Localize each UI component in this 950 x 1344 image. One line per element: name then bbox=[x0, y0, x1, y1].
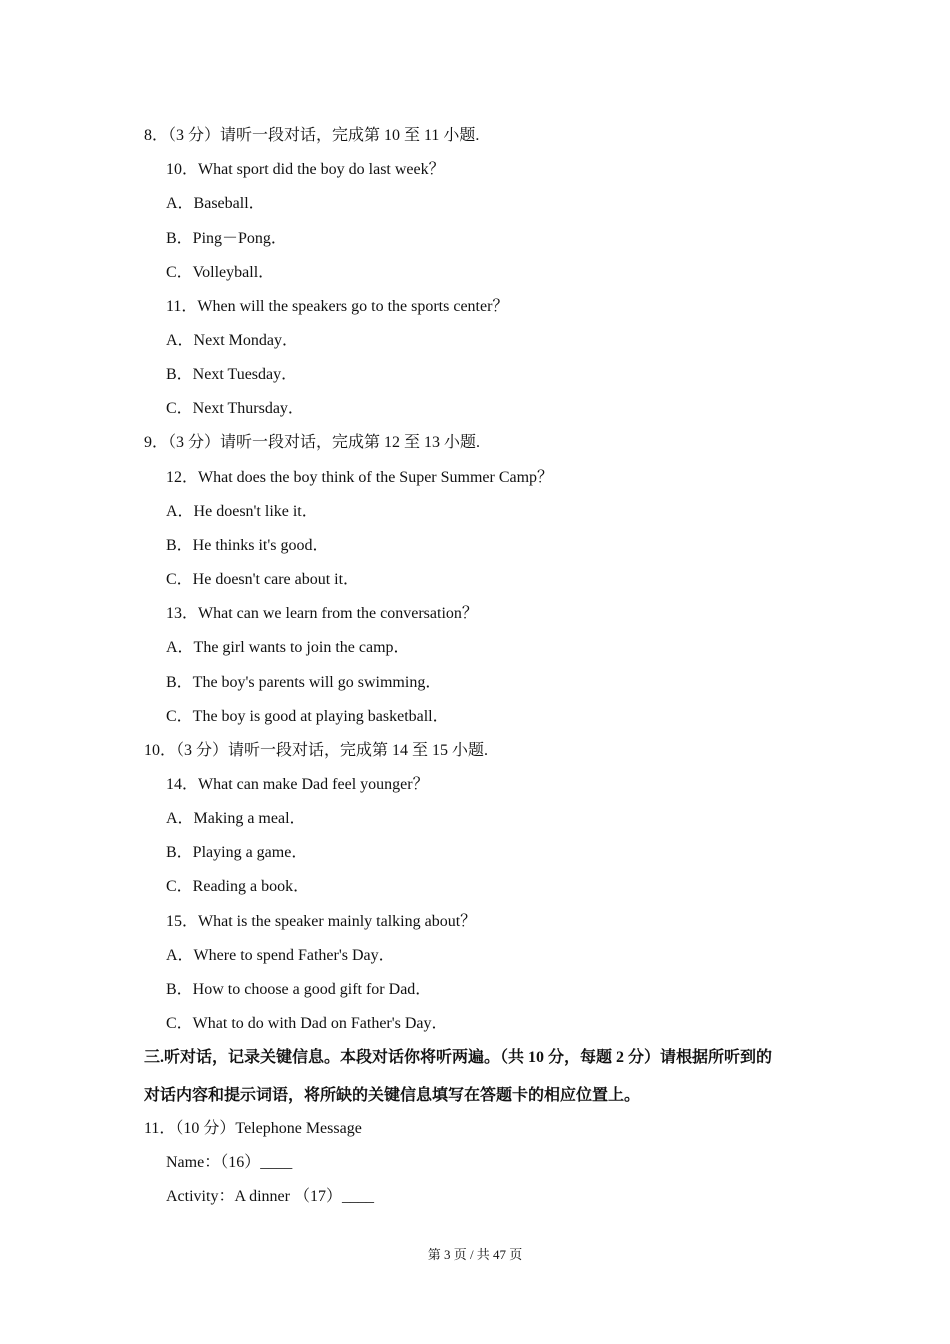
question-15-option-a: A．Where to spend Father's Day． bbox=[166, 947, 395, 964]
question-11-stem: 11．When will the speakers go to the sports center？ bbox=[166, 298, 509, 315]
question-10-stem: 10．What sport did the boy do last week？ bbox=[166, 161, 445, 178]
section-3-instructions-line-2: 对话内容和提示词语，将所缺的关键信息填写在答题卡的相应位置上。 bbox=[144, 1087, 641, 1104]
question-10-option-b: B．Ping－Pong． bbox=[166, 230, 287, 247]
question-13-option-c: C．The boy is good at playing basketball． bbox=[166, 708, 449, 725]
question-10-header: 10．（3 分）请听一段对话，完成第 14 至 15 小题. bbox=[144, 742, 489, 759]
question-11-option-c: C．Next Thursday． bbox=[166, 400, 304, 417]
page-number-footer: 第 3 页 / 共 47 页 bbox=[427, 1247, 523, 1262]
question-13-stem: 13．What can we learn from the conversation？ bbox=[166, 605, 478, 622]
question-14-option-a: A．Making a meal． bbox=[166, 810, 306, 827]
question-15-option-c: C．What to do with Dad on Father's Day． bbox=[166, 1015, 448, 1032]
question-11-option-b: B．Next Tuesday． bbox=[166, 366, 298, 383]
question-12-option-c: C．He doesn't care about it． bbox=[166, 571, 360, 588]
question-14-option-c: C．Reading a book． bbox=[166, 878, 310, 895]
question-9-header: 9．（3 分）请听一段对话，完成第 12 至 13 小题. bbox=[144, 434, 481, 451]
question-14-stem: 14．What can make Dad feel younger？ bbox=[166, 776, 429, 793]
message-name-line: Name：（16）____ bbox=[166, 1154, 293, 1171]
question-8-header: 8．（3 分）请听一段对话，完成第 10 至 11 小题. bbox=[144, 127, 480, 144]
question-15-stem: 15．What is the speaker mainly talking about？ bbox=[166, 913, 477, 930]
question-13-option-a: A．The girl wants to join the camp． bbox=[166, 639, 410, 656]
question-14-option-b: B．Playing a game． bbox=[166, 844, 308, 861]
question-15-option-b: B．How to choose a good gift for Dad． bbox=[166, 981, 432, 998]
question-11-header: 11．（10 分）Telephone Message bbox=[144, 1120, 362, 1137]
message-activity-line: Activity：A dinner （17）____ bbox=[166, 1188, 374, 1205]
question-11-option-a: A．Next Monday． bbox=[166, 332, 298, 349]
question-12-option-a: A．He doesn't like it． bbox=[166, 503, 318, 520]
question-13-option-b: B．The boy's parents will go swimming． bbox=[166, 674, 442, 691]
section-3-instructions-line-1: 三.听对话，记录关键信息。本段对话你将听两遍。（共 10 分，每题 2 分）请根据所听到的 bbox=[144, 1049, 773, 1066]
question-10-option-c: C．Volleyball． bbox=[166, 264, 275, 281]
question-12-option-b: B．He thinks it's good． bbox=[166, 537, 329, 554]
question-10-option-a: A．Baseball． bbox=[166, 195, 265, 212]
question-12-stem: 12．What does the boy think of the Super Summer Camp？ bbox=[166, 469, 554, 486]
